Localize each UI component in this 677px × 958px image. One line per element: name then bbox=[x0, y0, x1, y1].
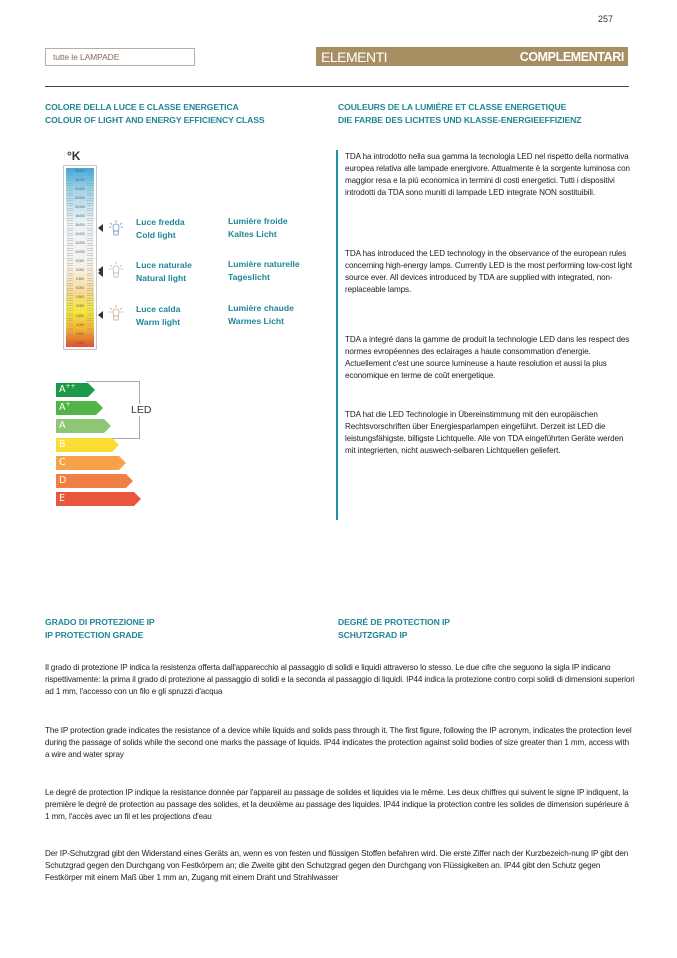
light-label-cold-fr-de bbox=[228, 215, 288, 241]
text-column-rule bbox=[336, 150, 338, 520]
label-en: Warm light bbox=[136, 317, 181, 327]
kelvin-tick-label: 2.500 bbox=[76, 331, 84, 336]
kelvin-tick-label: 4.500 bbox=[76, 295, 84, 300]
ip-heading-left bbox=[45, 616, 155, 642]
ip-heading-right bbox=[338, 616, 450, 642]
energy-class-c bbox=[56, 456, 119, 470]
arrow-tip-icon bbox=[96, 401, 103, 415]
kelvin-unit-label: °K bbox=[67, 149, 81, 163]
ip-paragraph-en: The IP protection grade indicates the resistance of a device while liquids and solids pass through it. The first figure, following the IP acronym, indicates the protection level during the passage of solids while the second one marks the passage of liquids. IP44 indicates the protection against solid bodies of size greater than 1 mm, access with a wire and water spray bbox=[45, 726, 632, 760]
ip-paragraph-it: Il grado di protezione IP indica la resistenza offerta dall'apparecchio al passaggio di solidi e liquidi attraverso lo stesso. Le due cifre che seguono la sigla IP indicano rispettivamente: la prima il grado di protezione al passaggio di solidi e la seconda al passaggio di liquidi. IP44 indica la protezione contro corpi solidi di dimensioni superiori ad 1 mm, l'accesso con un filo e gli spruzzi d'acqua bbox=[45, 663, 635, 697]
arrow-tip-icon bbox=[112, 438, 119, 452]
light-label-natural-fr-de bbox=[228, 258, 300, 284]
kelvin-tick-label: 18.000 bbox=[75, 214, 85, 219]
tick-marks-left bbox=[67, 168, 73, 347]
kelvin-tick-label: 12.000 bbox=[75, 241, 85, 246]
kelvin-tick-label: 14.000 bbox=[75, 232, 85, 237]
kelvin-tick-label: 5.500 bbox=[76, 277, 84, 282]
pointer-cold-marker-icon bbox=[98, 224, 103, 232]
energy-class-superscript: + bbox=[65, 401, 71, 409]
top-divider bbox=[45, 86, 629, 87]
section-banner-left: ELEMENTI bbox=[321, 48, 388, 65]
kelvin-tick-label: 6.000 bbox=[76, 268, 84, 273]
ip-paragraph-fr: Le degré de protection IP indique la resistance donnée par l'appareil au passage de solides et liquides via le même. Les deux chiffres qui suivent le signe IP indiquent, la première le degré de protection au passage des solides, et la deuxième au passage des liquides. IP44 indique la protection contre les solides de dimension supérieure à 1 mm, l'accès avec un fil et les projections d'eau bbox=[45, 788, 629, 822]
label-de: Warmes Licht bbox=[228, 316, 285, 326]
energy-class-label: E bbox=[59, 493, 66, 505]
light-label-warm-fr-de bbox=[228, 302, 294, 328]
bulb-warm-icon bbox=[108, 305, 124, 325]
energy-class-label: A bbox=[59, 420, 66, 432]
heading-line-en: IP PROTECTION GRADE bbox=[45, 630, 144, 640]
heading-line-fr: DEGRÉ DE PROTECTION IP bbox=[338, 617, 450, 627]
label-fr: Lumière naturelle bbox=[228, 259, 300, 269]
heading-line-de: SCHUTZGRAD IP bbox=[338, 630, 408, 640]
kelvin-tick-label: 3.500 bbox=[76, 313, 84, 318]
heading-line-it: COLORE DELLA LUCE E CLASSE ENERGETICA bbox=[45, 102, 239, 112]
energy-class-scale bbox=[56, 383, 134, 510]
kelvin-tick-label: 10.000 bbox=[75, 250, 85, 255]
kelvin-tick-label: 26.000 bbox=[75, 178, 85, 183]
energy-class-superscript: ++ bbox=[65, 383, 76, 390]
label-fr: Lumière chaude bbox=[228, 303, 294, 313]
light-label-warm-it-en bbox=[136, 303, 180, 329]
energy-class-label: C bbox=[59, 456, 66, 468]
energy-class-aplus bbox=[56, 401, 96, 415]
energy-class-b bbox=[56, 438, 112, 452]
kelvin-tick-label: 22.000 bbox=[75, 196, 85, 201]
section-banner bbox=[316, 47, 628, 66]
arrow-tip-icon bbox=[88, 383, 95, 397]
energy-class-d bbox=[56, 474, 126, 488]
light-heading-left bbox=[45, 101, 264, 127]
kelvin-tick-label: 20.000 bbox=[75, 205, 85, 210]
heading-line-it: GRADO DI PROTEZIONE IP bbox=[45, 617, 155, 627]
kelvin-scale bbox=[74, 170, 86, 345]
kelvin-tick-label: 4.000 bbox=[76, 304, 84, 309]
heading-line-en: COLOUR OF LIGHT AND ENERGY EFFICIENCY CLASS bbox=[45, 115, 265, 125]
label-it: Luce calda bbox=[136, 304, 181, 314]
label-it: Luce naturale bbox=[136, 260, 192, 270]
label-de: Kaltes Licht bbox=[228, 229, 277, 239]
kelvin-thermometer bbox=[63, 165, 97, 350]
arrow-tip-icon bbox=[119, 456, 126, 470]
kelvin-tick-label: 8.000 bbox=[76, 259, 84, 264]
kelvin-tick-label: 24.000 bbox=[75, 187, 85, 192]
kelvin-tick-label: 16.000 bbox=[75, 223, 85, 228]
energy-class-label: A bbox=[59, 402, 66, 414]
light-label-cold-it-en bbox=[136, 216, 185, 242]
kelvin-tick-label: 5.000 bbox=[76, 286, 84, 291]
energy-class-label: D bbox=[59, 474, 67, 486]
energy-class-a bbox=[56, 419, 104, 433]
led-label: LED bbox=[131, 404, 152, 416]
breadcrumb-link[interactable]: tutte le LAMPADE bbox=[45, 48, 195, 66]
energy-class-aplusplus bbox=[56, 383, 88, 397]
kelvin-tick-label: 2.000 bbox=[76, 340, 84, 345]
label-de: Tageslicht bbox=[228, 272, 270, 282]
pointer-warm-icon bbox=[98, 311, 103, 319]
label-it: Luce fredda bbox=[136, 217, 185, 227]
label-en: Natural light bbox=[136, 273, 187, 283]
arrow-tip-icon bbox=[126, 474, 133, 488]
energy-class-label: B bbox=[59, 438, 66, 450]
energy-class-e bbox=[56, 492, 134, 506]
paragraph-de: TDA hat die LED Technologie in Übereinstimmung mit den europäischen Rechtsvorschriften über Energiesparlampen eingeführt. Derzeit ist LED die leistungsfähigste, billigste Lichtquelle. Alle von TDA eingeführten Geräte werden mit integrierten, nicht auswech-selbaren Lichtquellen geliefert. bbox=[345, 410, 624, 455]
heading-line-de: DIE FARBE DES LICHTES UND KLASSE-ENERGIEEFFIZIENZ bbox=[338, 115, 582, 125]
bulb-cold-icon bbox=[108, 220, 124, 240]
bulb-natural-icon bbox=[108, 262, 124, 282]
section-banner-right: COMPLEMENTARI bbox=[519, 49, 624, 64]
pointer-natural-icon bbox=[98, 269, 103, 277]
ip-paragraph-de: Der IP-Schutzgrad gibt den Widerstand eines Geräts an, wenn es von festen und flüssigen Stoffen befahren wird. Die erste Ziffer nach der Kurzbezeich-nung IP gibt den Schutzgrad gegen den Durchgang von Festkörpern an; die Zweite gibt den Schutzgrad gegen den Durchgang von Flüssigkeiten an. IP44 gibt den Schutz gegen Festkörper mit einem Maß über 1 mm an, Zugang mit einem Draht und Strahlwasser bbox=[45, 849, 629, 883]
arrow-tip-icon bbox=[134, 492, 141, 506]
light-label-natural-it-en bbox=[136, 259, 192, 285]
tick-marks-right bbox=[87, 168, 93, 347]
page-number: 257 bbox=[598, 14, 614, 24]
paragraph-en: TDA has introduced the LED technology in the observance of the european rules concerning high-energy lamps. Currently LED is the most performing low-cost light source ever. All devices introduced by TDA are supplied with integrated, non-replaceable lamps. bbox=[345, 249, 632, 294]
kelvin-tick-label: 3.000 bbox=[76, 322, 84, 327]
kelvin-tick-label: 28.000 bbox=[75, 169, 85, 173]
heading-line-fr: COULEURS DE LA LUMIÉRE ET CLASSE ENERGETIQUE bbox=[338, 102, 567, 112]
light-heading-right bbox=[338, 101, 581, 127]
arrow-tip-icon bbox=[104, 419, 111, 433]
label-en: Cold light bbox=[136, 230, 176, 240]
label-fr: Lumière froide bbox=[228, 216, 288, 226]
paragraph-fr: TDA a integré dans la gamme de produit la technologie LED dans les respect des normes evropéennes des eclairages a haute consommation d'energie. Actuellement c'est une source lumineuse a haute resolution et aussi la plus economique en terme de coût energetique. bbox=[345, 335, 630, 380]
paragraph-it: TDA ha introdotto nella sua gamma la tecnologia LED nel rispetto della normativa europea relativa alle lampade energivore. Attualmente è la sorgente luminosa con maggior resa e la più economica in termini di costi energetici. Tutti i dispositivi introdotti da TDA sono muniti di lampade LED integrate NON sostituibili. bbox=[345, 152, 630, 197]
energy-class-label: A bbox=[59, 384, 66, 395]
